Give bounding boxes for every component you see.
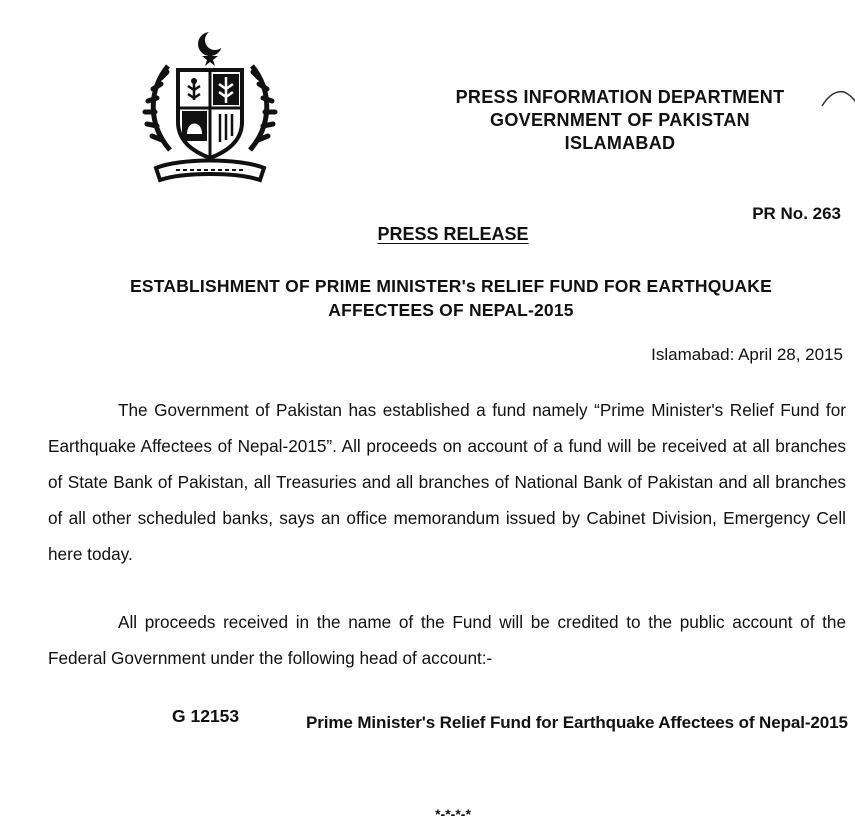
pr-number: PR No. 263 [752, 204, 841, 223]
account-head: Prime Minister's Relief Fund for Earthquake Affectees of Nepal-2015 [306, 713, 848, 732]
department-line-3: ISLAMABAD [564, 133, 676, 153]
pen-mark-icon [818, 86, 855, 116]
department-line-1: PRESS INFORMATION DEPARTMENT [455, 87, 785, 107]
body-paragraph-1-text: The Government of Pakistan has established a fund namely “Prime Minister's Relief Fund for Earthquake Affectees of Nepal-2015”. All proceeds on account of a fund will be received at all branches of State Bank of Pakistan, all Treasuries and all branches of National Bank of Pakistan and all branches of all other scheduled banks, says an office memorandum issued by Cabinet Division, Emergency Cell here today. [48, 400, 846, 564]
body-paragraph-1 [48, 392, 846, 572]
end-mark: *-*-*-* [435, 806, 471, 822]
dateline: Islamabad: April 28, 2015 [651, 345, 843, 364]
account-code: G 12153 [172, 706, 240, 726]
department-line-2: GOVERNMENT OF PAKISTAN [490, 110, 750, 130]
body-paragraph-2 [48, 604, 846, 676]
press-release-title: PRESS RELEASE [377, 224, 529, 244]
body-paragraph-2-text: All proceeds received in the name of the Fund will be credited to the public account of the Federal Government under the following head of account:- [48, 612, 846, 668]
pakistan-state-emblem-icon [140, 30, 280, 185]
headline-line-2: AFFECTEES OF NEPAL-2015 [328, 300, 574, 320]
department-header [360, 86, 855, 155]
headline-line-1: ESTABLISHMENT OF PRIME MINISTER's RELIEF FUND FOR EARTHQUAKE [130, 276, 772, 296]
headline [66, 274, 836, 322]
